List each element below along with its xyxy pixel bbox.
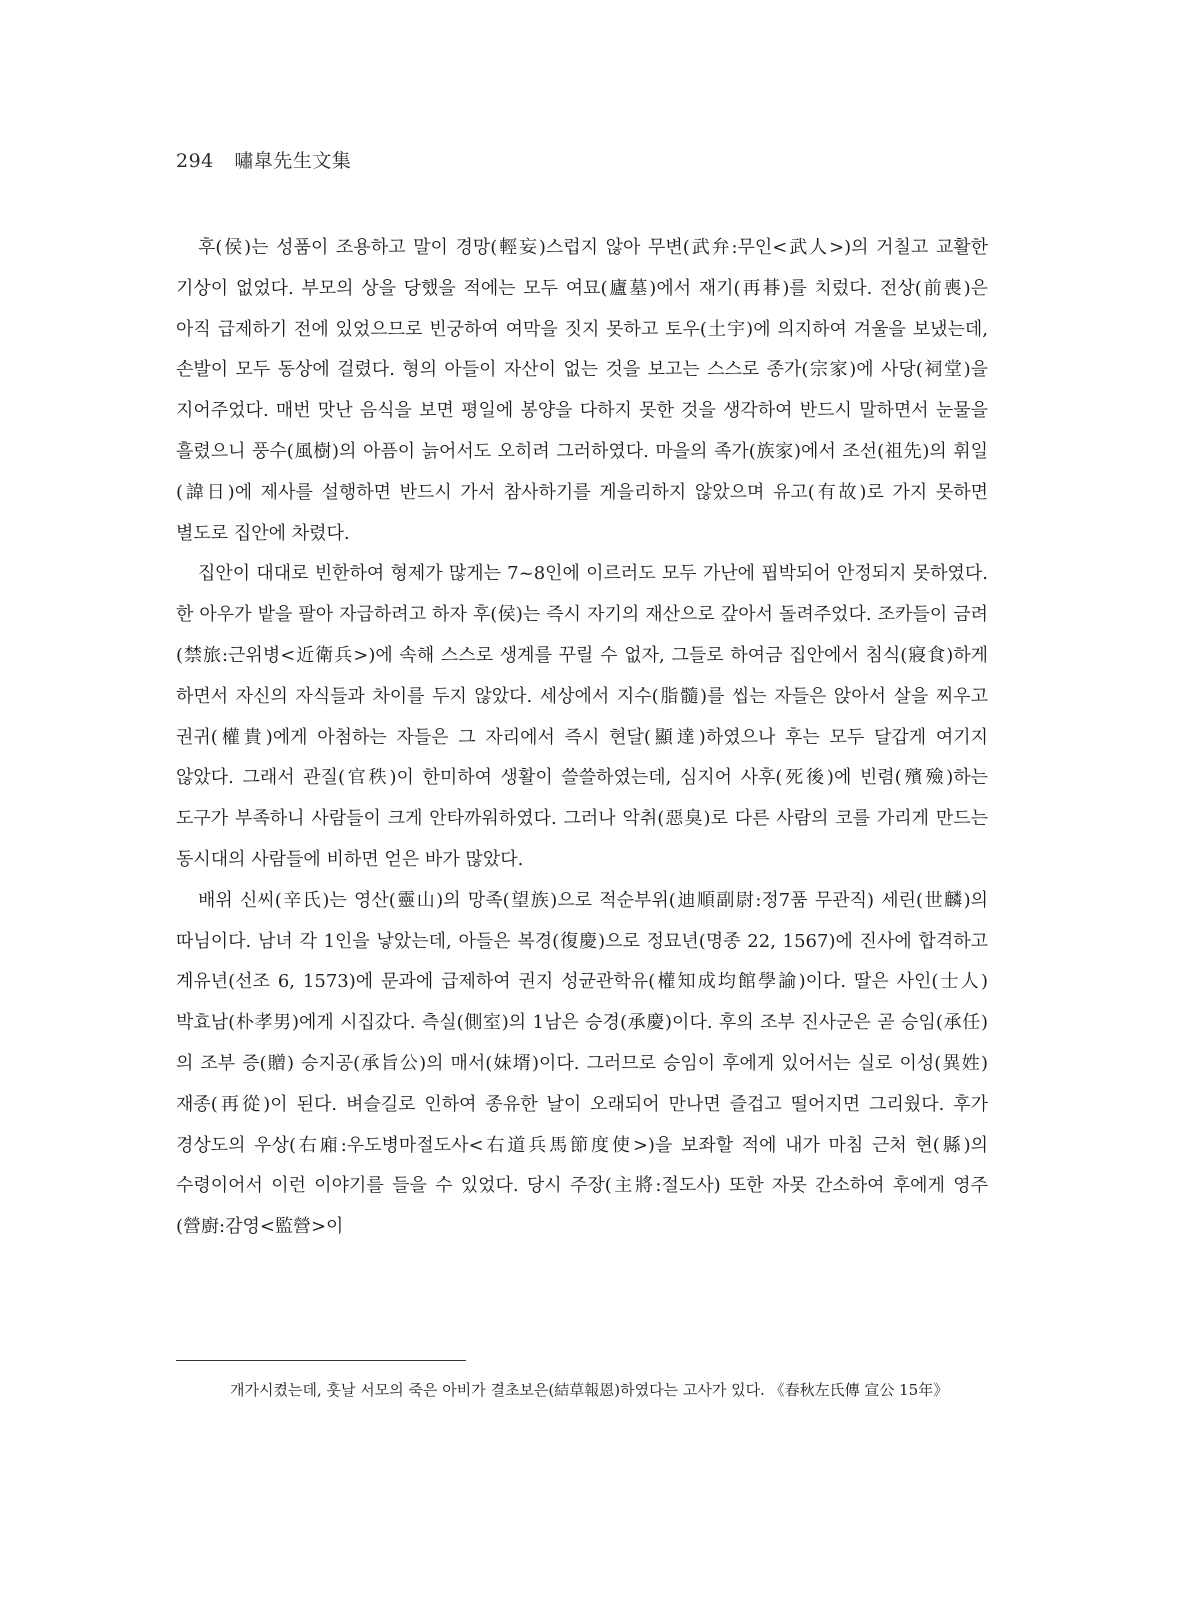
paragraph-2: 집안이 대대로 빈한하여 형제가 많게는 7~8인에 이르러도 모두 가난에 핍박되어 안정되지 못하였다. 한 아우가 밭을 팔아 자급하려고 하자 후(侯)는 즉시 자기의 재산으로 갚아서 돌려주었다. 조카들이 금려(禁旅:근위병<近衛兵>)에 속해 스스로 생계를 꾸릴 수 없자, 그들로 하여금 집안에서 침식(寢食)하게 하면서 자신의 자식들과 차이를 두지 않았다. 세상에서 지수(脂髓)를 씹는 자들은 앉아서 살을 찌우고 권귀(權貴)에게 아첨하는 자들은 그 자리에서 즉시 현달(顯達)하였으나 후는 모두 달갑게 여기지 않았다. 그래서 관질(官秩)이 한미하여 생활이 쓸쓸하였는데, 심지어 사후(死後)에 빈렴(殯殮)하는 도구가 부족하니 사람들이 크게 안타까워하였다. 그러나 악취(惡臭)로 다른 사람의 코를 가리게 만드는 동시대의 사람들에 비하면 얻은 바가 많았다. <box>176 563 988 870</box>
footnote: 개가시켰는데, 훗날 서모의 죽은 아비가 결초보은(結草報恩)하였다는 고사가 있다. 《春秋左氏傳 宣公 15年》 <box>230 1381 949 1399</box>
running-header <box>176 146 351 173</box>
page-number: 294 <box>176 150 214 172</box>
paragraph-3: 배위 신씨(辛氏)는 영산(靈山)의 망족(望族)으로 적순부위(迪順副尉:정7품 무관직) 세린(世麟)의 따님이다. 남녀 각 1인을 낳았는데, 아들은 복경(復慶)으로 정묘년(명종 22, 1567)에 진사에 합격하고 계유년(선조 6, 1573)에 문과에 급제하여 권지 성균관학유(權知成均館學諭)이다. 딸은 사인(士人) 박효남(朴孝男)에게 시집갔다. 측실(側室)의 1남은 승경(承慶)이다. 후의 조부 진사군은 곧 승임(承任)의 조부 증(贈) 승지공(承旨公)의 매서(妹壻)이다. 그러므로 승임이 후에게 있어서는 실로 이성(異姓) 재종(再從)이 된다. 벼슬길로 인하여 종유한 날이 오래되어 만나면 즐겁고 떨어지면 그리웠다. 후가 경상도의 우상(右廂:우도병마절도사<右道兵馬節度使>)을 보좌할 적에 내가 마침 근처 현(縣)의 수령이어서 이런 이야기를 들을 수 있었다. 당시 주장(主將:절도사) 또한 자못 간소하여 후에게 영주(營廚:감영<監營>이 <box>176 889 988 1238</box>
footnote-divider <box>176 1360 466 1361</box>
body-text <box>176 228 988 1248</box>
paragraph-1: 후(侯)는 성품이 조용하고 말이 경망(輕妄)스럽지 않아 무변(武弁:무인<武人>)의 거칠고 교활한 기상이 없었다. 부모의 상을 당했을 적에는 모두 여묘(廬墓)에서 재기(再朞)를 치렀다. 전상(前喪)은 아직 급제하기 전에 있었으므로 빈궁하여 여막을 짓지 못하고 토우(土宇)에 의지하여 겨울을 보냈는데, 손발이 모두 동상에 걸렸다. 형의 아들이 자산이 없는 것을 보고는 스스로 종가(宗家)에 사당(祠堂)을 지어주었다. 매번 맛난 음식을 보면 평일에 봉양을 다하지 못한 것을 생각하여 반드시 말하면서 눈물을 흘렸으니 풍수(風樹)의 아픔이 늙어서도 오히려 그러하였다. 마을의 족가(族家)에서 조선(祖先)의 휘일(諱日)에 제사를 설행하면 반드시 가서 참사하기를 게을리하지 않았으며 유고(有故)로 가지 못하면 별도로 집안에 차렸다. <box>176 237 988 544</box>
book-title: 嘯皐先生文集 <box>234 150 352 172</box>
